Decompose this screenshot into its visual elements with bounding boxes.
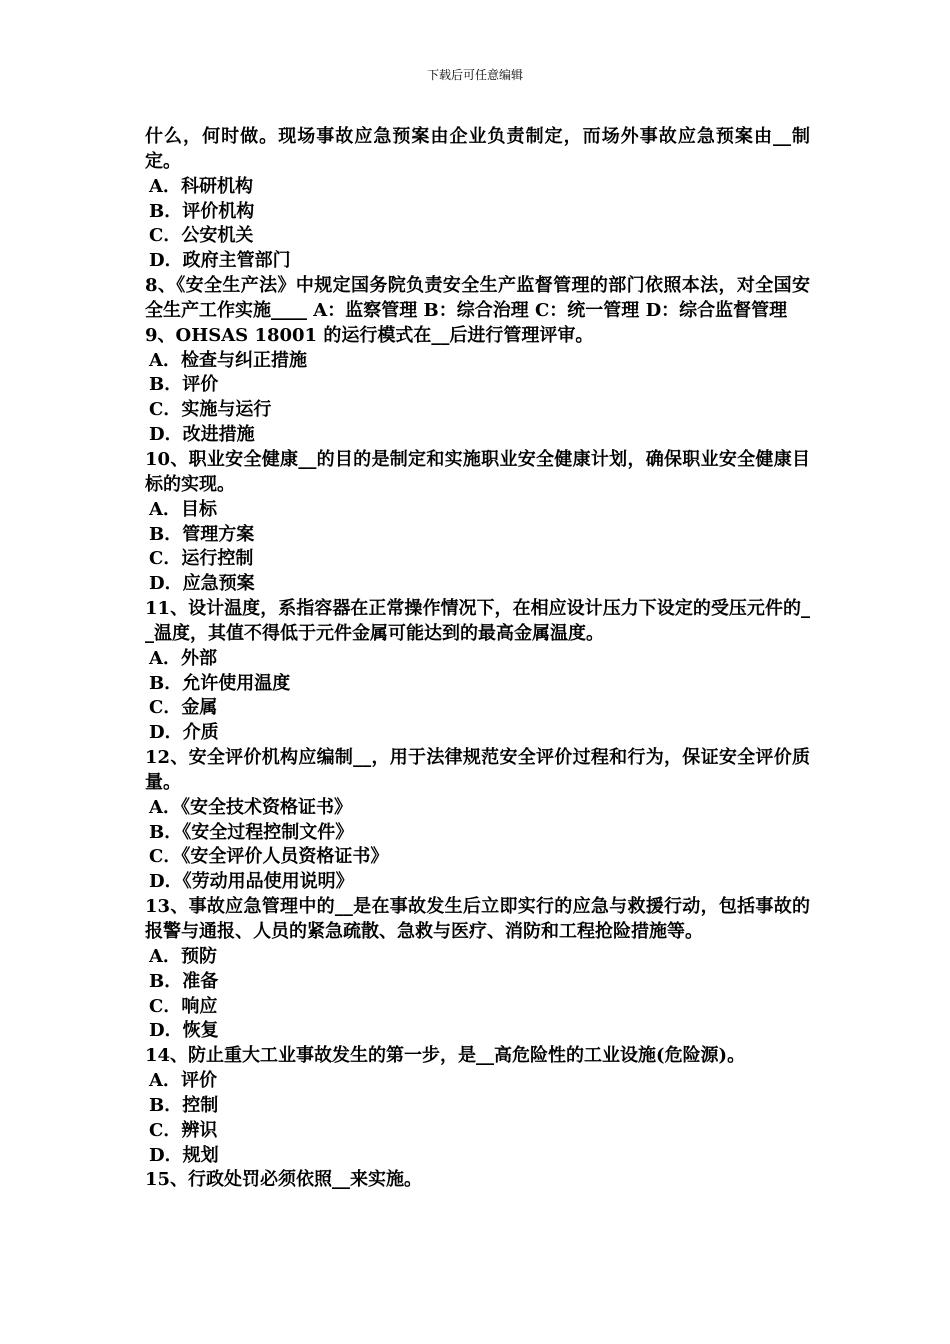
question-text: 10、职业安全健康__的目的是制定和实施职业安全健康计划，确保职业安全健康目标的实现。 (145, 448, 810, 495)
question-block (145, 274, 810, 324)
question-text: 11、设计温度，系指容器在正常操作情况下，在相应设计压力下设定的受压元件的__温度，其值不得低于元件金属可能达到的最高金属温度。 (145, 598, 810, 644)
question-text: 8、《安全生产法》中规定国务院负责安全生产监督管理的部门依照本法，对全国安全生产工作实施____ A：监察管理 B：综合治理 C：统一管理 D：综合监督管理 (145, 275, 810, 321)
question-text: 9、OHSAS 18001 的运行模式在__后进行管理评审。 (145, 324, 594, 346)
option-a: A．预防 (149, 945, 217, 967)
option-b: B．控制 (149, 1094, 219, 1116)
option-d: D．《劳动用品使用说明》 (149, 871, 354, 893)
question-block (145, 895, 810, 1044)
question-block (145, 1168, 810, 1193)
option-d: D．改进措施 (149, 424, 255, 446)
question-block (145, 125, 810, 274)
question-block (145, 1044, 810, 1168)
question-block (145, 324, 810, 448)
question-block (145, 746, 810, 895)
option-c: C．响应 (149, 995, 218, 1017)
option-b: B．允许使用温度 (149, 672, 291, 694)
question-text: 15、行政处罚必须依照__来实施。 (145, 1169, 423, 1191)
question-text: 什么，何时做。现场事故应急预案由企业负责制定，而场外事故应急预案由__制定。 (145, 126, 810, 172)
option-c: C．实施与运行 (149, 399, 272, 421)
option-c: C．运行控制 (149, 548, 254, 570)
option-b: B．评价机构 (149, 200, 255, 222)
option-d: D．恢复 (149, 1020, 219, 1042)
option-a: A．《安全技术资格证书》 (149, 796, 352, 818)
option-b: B．准备 (149, 970, 219, 992)
page-header: 下载后可任意编辑 (426, 68, 523, 82)
option-a: A．外部 (149, 647, 217, 669)
option-c: C．公安机关 (149, 225, 254, 247)
option-c: C．《安全评价人员资格证书》 (149, 846, 389, 868)
option-a: A．科研机构 (149, 175, 253, 197)
question-list (145, 125, 810, 1193)
option-d: D．应急预案 (149, 573, 255, 595)
question-text: 13、事故应急管理中的__是在事故发生后立即实行的应急与救援行动，包括事故的报警与通报、人员的紧急疏散、急救与医疗、消防和工程抢险措施等。 (145, 896, 810, 942)
option-d: D．政府主管部门 (149, 250, 291, 272)
option-b: B．评价 (149, 374, 219, 396)
option-d: D．介质 (149, 722, 219, 744)
option-a: A．目标 (149, 498, 217, 520)
option-d: D．规划 (149, 1144, 219, 1166)
question-text: 12、安全评价机构应编制__，用于法律规范安全评价过程和行为，保证安全评价质量。 (145, 747, 810, 793)
option-b: B．管理方案 (149, 523, 255, 545)
question-text: 14、防止重大工业事故发生的第一步，是__高危险性的工业设施(危险源)。 (145, 1045, 746, 1067)
option-c: C．辨识 (149, 1119, 218, 1141)
option-a: A．检查与纠正措施 (149, 349, 307, 371)
option-a: A．评价 (149, 1070, 217, 1092)
question-block (145, 448, 810, 597)
option-c: C．金属 (149, 697, 218, 719)
question-block (145, 597, 810, 746)
option-b: B．《安全过程控制文件》 (149, 821, 354, 843)
